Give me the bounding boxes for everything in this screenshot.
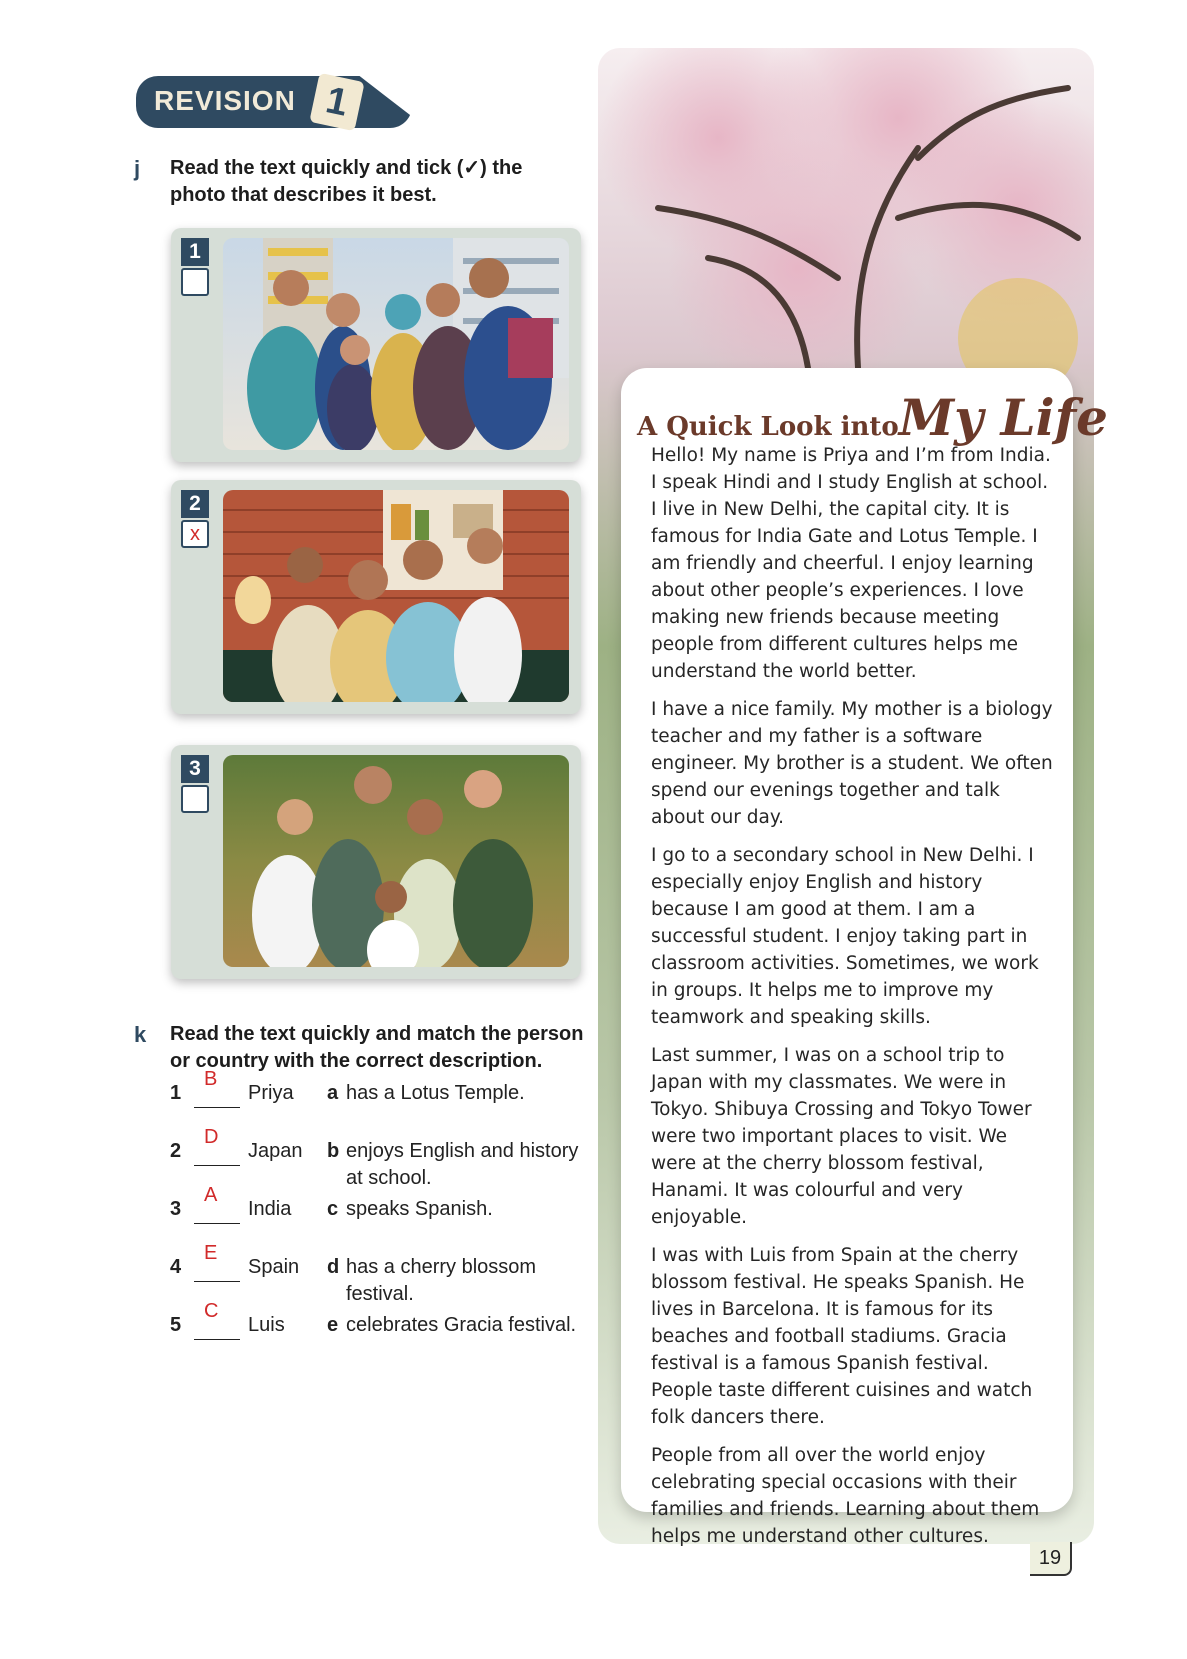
family-photo-3: [223, 755, 569, 967]
family-photo-1: [223, 238, 569, 450]
revision-label: REVISION: [154, 85, 296, 116]
photo-card-1: [171, 228, 581, 462]
article-paragraph: Last summer, I was on a school trip to Japan with my classmates. We were in Tokyo. Shibuya Crossing and Tokyo Tower were two important places to visit. We were at the cherry blossom festival, Hanami. It was colourful and very enjoyable.: [651, 1045, 1032, 1228]
photo-number: 3: [181, 755, 209, 783]
tick-box[interactable]: [181, 268, 209, 296]
answer-text: E: [204, 1242, 218, 1264]
description-letter: a: [327, 1082, 339, 1104]
revision-number: 1: [309, 73, 364, 131]
article-title-part2: My Life: [898, 388, 1108, 447]
photo-card-2: [171, 480, 581, 714]
description-letter: e: [327, 1314, 339, 1336]
answer-text: C: [204, 1300, 219, 1322]
match-row-4: [170, 1242, 600, 1308]
revision-badge: [136, 76, 412, 128]
answer-text: D: [204, 1126, 219, 1148]
exercise-k-letter: k: [134, 1022, 147, 1047]
photo-card-3: [171, 745, 581, 979]
article-paragraph: I have a nice family. My mother is a biology teacher and my father is a software engineer. My brother is a student. We often spend our evenings together and talk about our day.: [651, 699, 1053, 828]
match-number: 3: [170, 1198, 182, 1220]
family-photo-2: [223, 490, 569, 702]
article-paragraph: I go to a secondary school in New Delhi. I especially enjoy English and history because I am good at them. I am a successful student. I enjoy taking part in classroom activities. Sometimes, we work in groups. It helps me to improve my teamwork and speaking skills.: [651, 845, 1039, 1028]
match-name: Japan: [248, 1140, 303, 1162]
match-row-2: [170, 1126, 600, 1192]
photo-number: 2: [181, 490, 209, 518]
match-number: 2: [170, 1140, 182, 1162]
answer-text: A: [204, 1184, 218, 1206]
tick-box[interactable]: [181, 785, 209, 813]
article-title-part1: A Quick Look into: [637, 412, 899, 442]
description-letter: c: [327, 1198, 339, 1220]
match-name: Luis: [248, 1314, 285, 1336]
match-number: 4: [170, 1256, 182, 1278]
description-letter: b: [327, 1140, 340, 1162]
match-name: India: [248, 1198, 292, 1220]
exercise-k-instruction: Read the text quickly and match the person or country with the correct description.: [170, 1023, 584, 1072]
article-body: [651, 442, 1055, 1561]
exercise-j-letter: j: [134, 156, 141, 181]
photo-number: 1: [181, 238, 209, 266]
match-row-3: [170, 1184, 600, 1250]
tick-box[interactable]: x: [181, 520, 209, 548]
match-name: Spain: [248, 1256, 300, 1278]
article-title: [637, 388, 1108, 447]
description-text: celebrates Gracia festival.: [346, 1314, 577, 1336]
match-row-5: [170, 1300, 600, 1342]
page-number: 19: [1030, 1542, 1072, 1576]
description-text: speaks Spanish.: [346, 1198, 493, 1220]
match-number: 5: [170, 1314, 182, 1336]
match-number: 1: [170, 1082, 182, 1104]
match-row-1: [170, 1068, 600, 1134]
article-paragraph: People from all over the world enjoy celebrating special occasions with their families and friends. Learning about them helps me understand other cultures.: [651, 1445, 1040, 1547]
article-card: [621, 368, 1108, 1547]
description-text: enjoys English and history at school.: [346, 1140, 579, 1189]
match-name: Priya: [248, 1082, 294, 1104]
answer-text: B: [204, 1068, 218, 1090]
description-text: has a cherry blossom festival.: [346, 1256, 537, 1305]
exercise-j-instruction: Read the text quickly and tick (✓) the photo that describes it best.: [170, 157, 523, 206]
description-letter: d: [327, 1256, 340, 1278]
article-paragraph: Hello! My name is Priya and I’m from India. I speak Hindi and I study English at school. I live in New Delhi, the capital city. It is famous for India Gate and Lotus Temple. I am friendly and cheerful. I enjoy learning about other people’s experiences. I love making new friends because meeting people from different cultures helps me understand the world better.: [651, 445, 1051, 682]
article-paragraph: I was with Luis from Spain at the cherry blossom festival. He speaks Spanish. He lives in Barcelona. It is famous for its beaches and football stadiums. Gracia festival is a famous Spanish festival. People taste different cuisines and watch folk dancers there.: [651, 1245, 1033, 1428]
description-text: has a Lotus Temple.: [346, 1082, 525, 1104]
